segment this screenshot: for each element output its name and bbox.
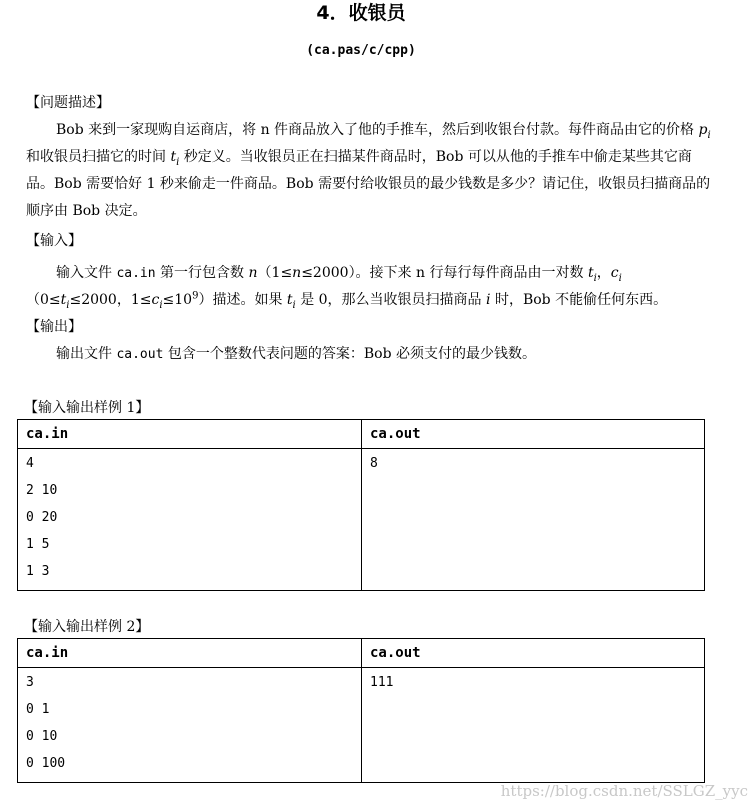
t-subscript: i (593, 272, 597, 284)
output-file-name: ca.out (116, 347, 164, 362)
input-text-7: ≤2000，1≤ (69, 292, 152, 308)
input-file-name: ca.in (116, 266, 156, 281)
description-heading: 【问题描述】 (26, 95, 110, 111)
description-text-1: Bob 来到一家现购自运商店，将 n 件商品放入了他的手推车，然后到收银台付款。每件商品由它的价格 (56, 122, 699, 138)
sample-2-table (17, 638, 705, 783)
input-text-5: ， (596, 265, 611, 281)
price-variable: p (698, 122, 708, 138)
sample-1-label: 【输入输出样例 1】 (24, 400, 150, 416)
sample-line: 8 (370, 456, 378, 471)
sample-2-label: 【输入输出样例 2】 (24, 619, 150, 635)
input-text-3: （1≤ (257, 265, 293, 281)
i-variable: i (486, 292, 491, 308)
sample-1-input-cell (18, 449, 362, 591)
sample-line: 0 10 (26, 729, 58, 744)
sample-line: 2 10 (26, 483, 58, 498)
sample-line: 0 20 (26, 510, 58, 525)
description-text-2: 和收银员扫描它的时间 (26, 149, 171, 165)
sample-1-input-header: ca.in (18, 420, 362, 449)
exponent: 9 (192, 290, 199, 302)
problem-subtitle: (ca.pas/c/cpp) (306, 43, 416, 58)
output-text-2: 包含一个整数代表问题的答案：Bob 必须支付的最少钱数。 (163, 346, 536, 362)
sample-line: 1 3 (26, 564, 50, 579)
input-heading: 【输入】 (26, 233, 82, 249)
input-text-11: 时，Bob 不能偷任何东西。 (490, 292, 668, 308)
sample-1-table (17, 419, 705, 591)
sample-2-output-cell (362, 668, 705, 783)
c-subscript: i (618, 272, 622, 284)
output-paragraph (26, 341, 716, 368)
time-variable: t (170, 149, 177, 165)
time-subscript: i (176, 156, 180, 168)
description-paragraph (26, 117, 716, 225)
n-variable-bound: n (292, 265, 302, 281)
input-text-8: ≤10 (162, 292, 193, 308)
sample-line: 0 1 (26, 702, 50, 717)
sample-line: 4 (26, 456, 34, 471)
watermark: https://blog.csdn.net/SSLGZ_yyc (500, 782, 748, 800)
sample-line: 1 5 (26, 537, 50, 552)
t-subscript-condition: i (292, 299, 296, 311)
input-text-1: 输入文件 (56, 265, 117, 281)
output-text-1: 输出文件 (56, 346, 117, 362)
c-variable: c (610, 265, 619, 281)
description-text-3: 秒定义。当收银员正在扫描某件商品时，Bob 可以从他的手推车中偷走某些其它商品。Bob 需要恰好 1 秒来偷走一件商品。Bob 需要付给收银员的最少钱数是多少？请记住，收银员扫描商品的顺序由 Bob 决定。 (26, 149, 711, 219)
sample-line: 111 (370, 675, 394, 690)
sample-1-output-cell (362, 449, 705, 591)
n-variable: n (248, 265, 258, 281)
input-text-2: 第一行包含数 (155, 265, 249, 281)
sample-1-body-row (18, 449, 705, 591)
sample-line: 0 100 (26, 756, 66, 771)
t-variable-condition: t (286, 292, 293, 308)
input-text-6: （0≤ (26, 292, 61, 308)
input-text-4: ≤2000）。接下来 n 行每行每件商品由一对数 (301, 265, 588, 281)
t-variable: t (587, 265, 594, 281)
input-text-9: ）描述。如果 (198, 292, 287, 308)
t-subscript-bound: i (66, 299, 70, 311)
sample-2-input-header: ca.in (18, 639, 362, 668)
sample-1-output-header: ca.out (362, 420, 705, 449)
sample-2-input-cell (18, 668, 362, 783)
problem-title: 4．收银员 (316, 2, 406, 24)
sample-2-header-row (18, 639, 705, 668)
t-variable-bound: t (60, 292, 67, 308)
c-subscript-bound: i (159, 299, 163, 311)
output-heading: 【输出】 (26, 319, 82, 335)
sample-1-header-row (18, 420, 705, 449)
price-subscript: i (707, 129, 711, 141)
sample-2-body-row (18, 668, 705, 783)
input-text-10: 是 0，那么当收银员扫描商品 (295, 292, 487, 308)
input-paragraph (26, 260, 716, 314)
sample-line: 3 (26, 675, 34, 690)
sample-2-output-header: ca.out (362, 639, 705, 668)
c-variable-bound: c (151, 292, 160, 308)
